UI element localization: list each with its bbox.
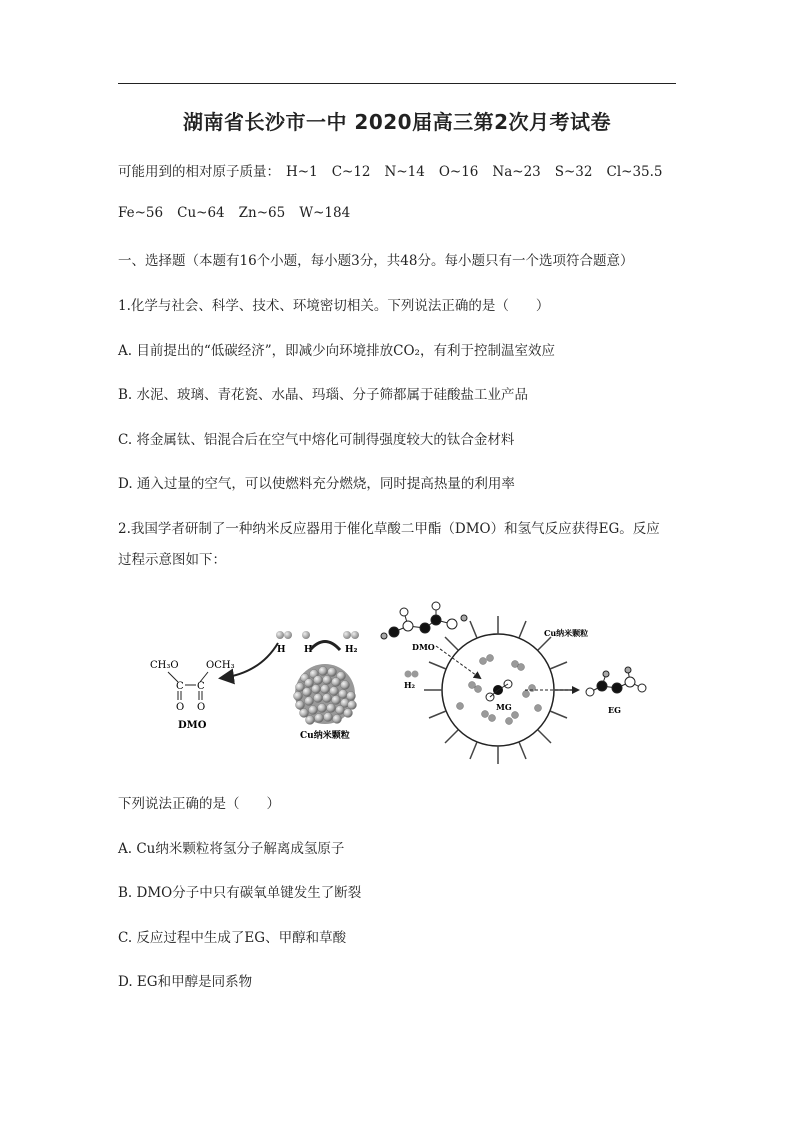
atomic-masses-line-1	[118, 160, 677, 180]
dmo-molecule-icon	[381, 602, 467, 639]
q1-option-b: B. 水泥、玻璃、青花瓷、水晶、玛瑙、分子筛都属于硅酸盐工业产品	[118, 387, 529, 403]
dmo-carbon-left: C	[176, 681, 184, 692]
section-heading: 一、选择题（本题有16个小题，每小题3分，共48分。每小题只有一个选项符合题意）	[118, 253, 634, 269]
q1-option-d: D. 通入过量的空气，可以使燃料充分燃烧，同时提高热量的利用率	[118, 476, 515, 492]
dmo-oxygen-left: O	[176, 702, 185, 713]
h2-label: H₂	[345, 645, 358, 655]
atomic-masses-line-2	[118, 205, 364, 221]
h2-molecule-icon	[405, 671, 412, 678]
q2-option-c: C. 反应过程中生成了EG、甲醇和草酸	[118, 930, 347, 946]
dmo-oxygen-right: O	[197, 702, 206, 713]
cu-nanoparticle-label: Cu纳米颗粒	[300, 731, 350, 741]
h-label: H	[277, 645, 286, 655]
q1-option-c: C. 将金属钛、铝混合后在空气中熔化可制得强度较大的钛合金材料	[118, 432, 515, 448]
mass-item: Na~23	[492, 164, 541, 180]
mass-item: W~184	[299, 205, 351, 221]
h-atom-icon	[302, 631, 310, 639]
q2-stem-line-2: 过程示意图如下：	[118, 552, 226, 568]
mass-item: Zn~65	[238, 205, 286, 221]
mass-item: S~32	[554, 164, 593, 180]
header-rule	[118, 83, 676, 84]
mg-label: MG	[496, 702, 512, 712]
reaction-diagram-svg	[140, 588, 650, 768]
h-atom-icon	[276, 631, 284, 639]
mass-item: Cl~35.5	[606, 164, 663, 180]
dmo-label: DMO	[178, 720, 207, 731]
eg-label: EG	[608, 705, 621, 715]
page-title: 湖南省长沙市一中 2020届高三第2次月考试卷	[182, 110, 612, 134]
h2-molecule-icon	[343, 631, 351, 639]
q2-option-a: A. Cu纳米颗粒将氢分子解离成氢原子	[118, 841, 345, 857]
dmo-ch3o-label: CH₃O	[150, 660, 179, 671]
q2-stem-line-1: 2.我国学者研制了一种纳米反应器用于催化草酸二甲酯（DMO）和氢气反应获得EG。反应	[118, 521, 660, 537]
mass-item: C~12	[331, 164, 371, 180]
cu-nanoparticle-icon	[294, 664, 357, 725]
dissociation-arrow	[310, 642, 340, 651]
q1-stem: 1.化学与社会、科学、技术、环境密切相关。下列说法正确的是（ ）	[118, 298, 550, 314]
dmo-och3-label: OCH₃	[206, 660, 235, 671]
h2-molecule-icon	[412, 671, 419, 678]
reaction-diagram	[140, 588, 650, 768]
h-atom-icon	[284, 631, 292, 639]
h2-label-2: H₂	[404, 680, 416, 690]
cu-nanoparticle-label-2: Cu纳米颗粒	[544, 628, 589, 638]
dmo-carbon-right: C	[197, 681, 205, 692]
q1-option-a: A. 目前提出的“低碳经济”，即减少向环境排放CO₂，有利于控制温室效应	[118, 343, 555, 359]
h2-molecule-icon	[351, 631, 359, 639]
h-label-2: H	[304, 645, 313, 655]
atomic-masses-label: 可能用到的相对原子质量：	[118, 164, 280, 180]
mass-item: H~1	[286, 164, 318, 180]
nanoreactor	[424, 616, 578, 764]
eg-molecule-icon	[586, 667, 646, 696]
q2-option-d: D. EG和甲醇是同系物	[118, 974, 253, 990]
q2-option-b: B. DMO分子中只有碳氧单键发生了断裂	[118, 885, 362, 901]
mass-item: Fe~56	[118, 205, 164, 221]
dmo-structure	[150, 660, 235, 731]
mass-item: N~14	[384, 164, 425, 180]
mass-item: O~16	[438, 164, 479, 180]
mass-item: Cu~64	[177, 205, 225, 221]
q2-question: 下列说法正确的是（ ）	[118, 796, 280, 812]
dmo-label-2: DMO	[412, 642, 435, 652]
